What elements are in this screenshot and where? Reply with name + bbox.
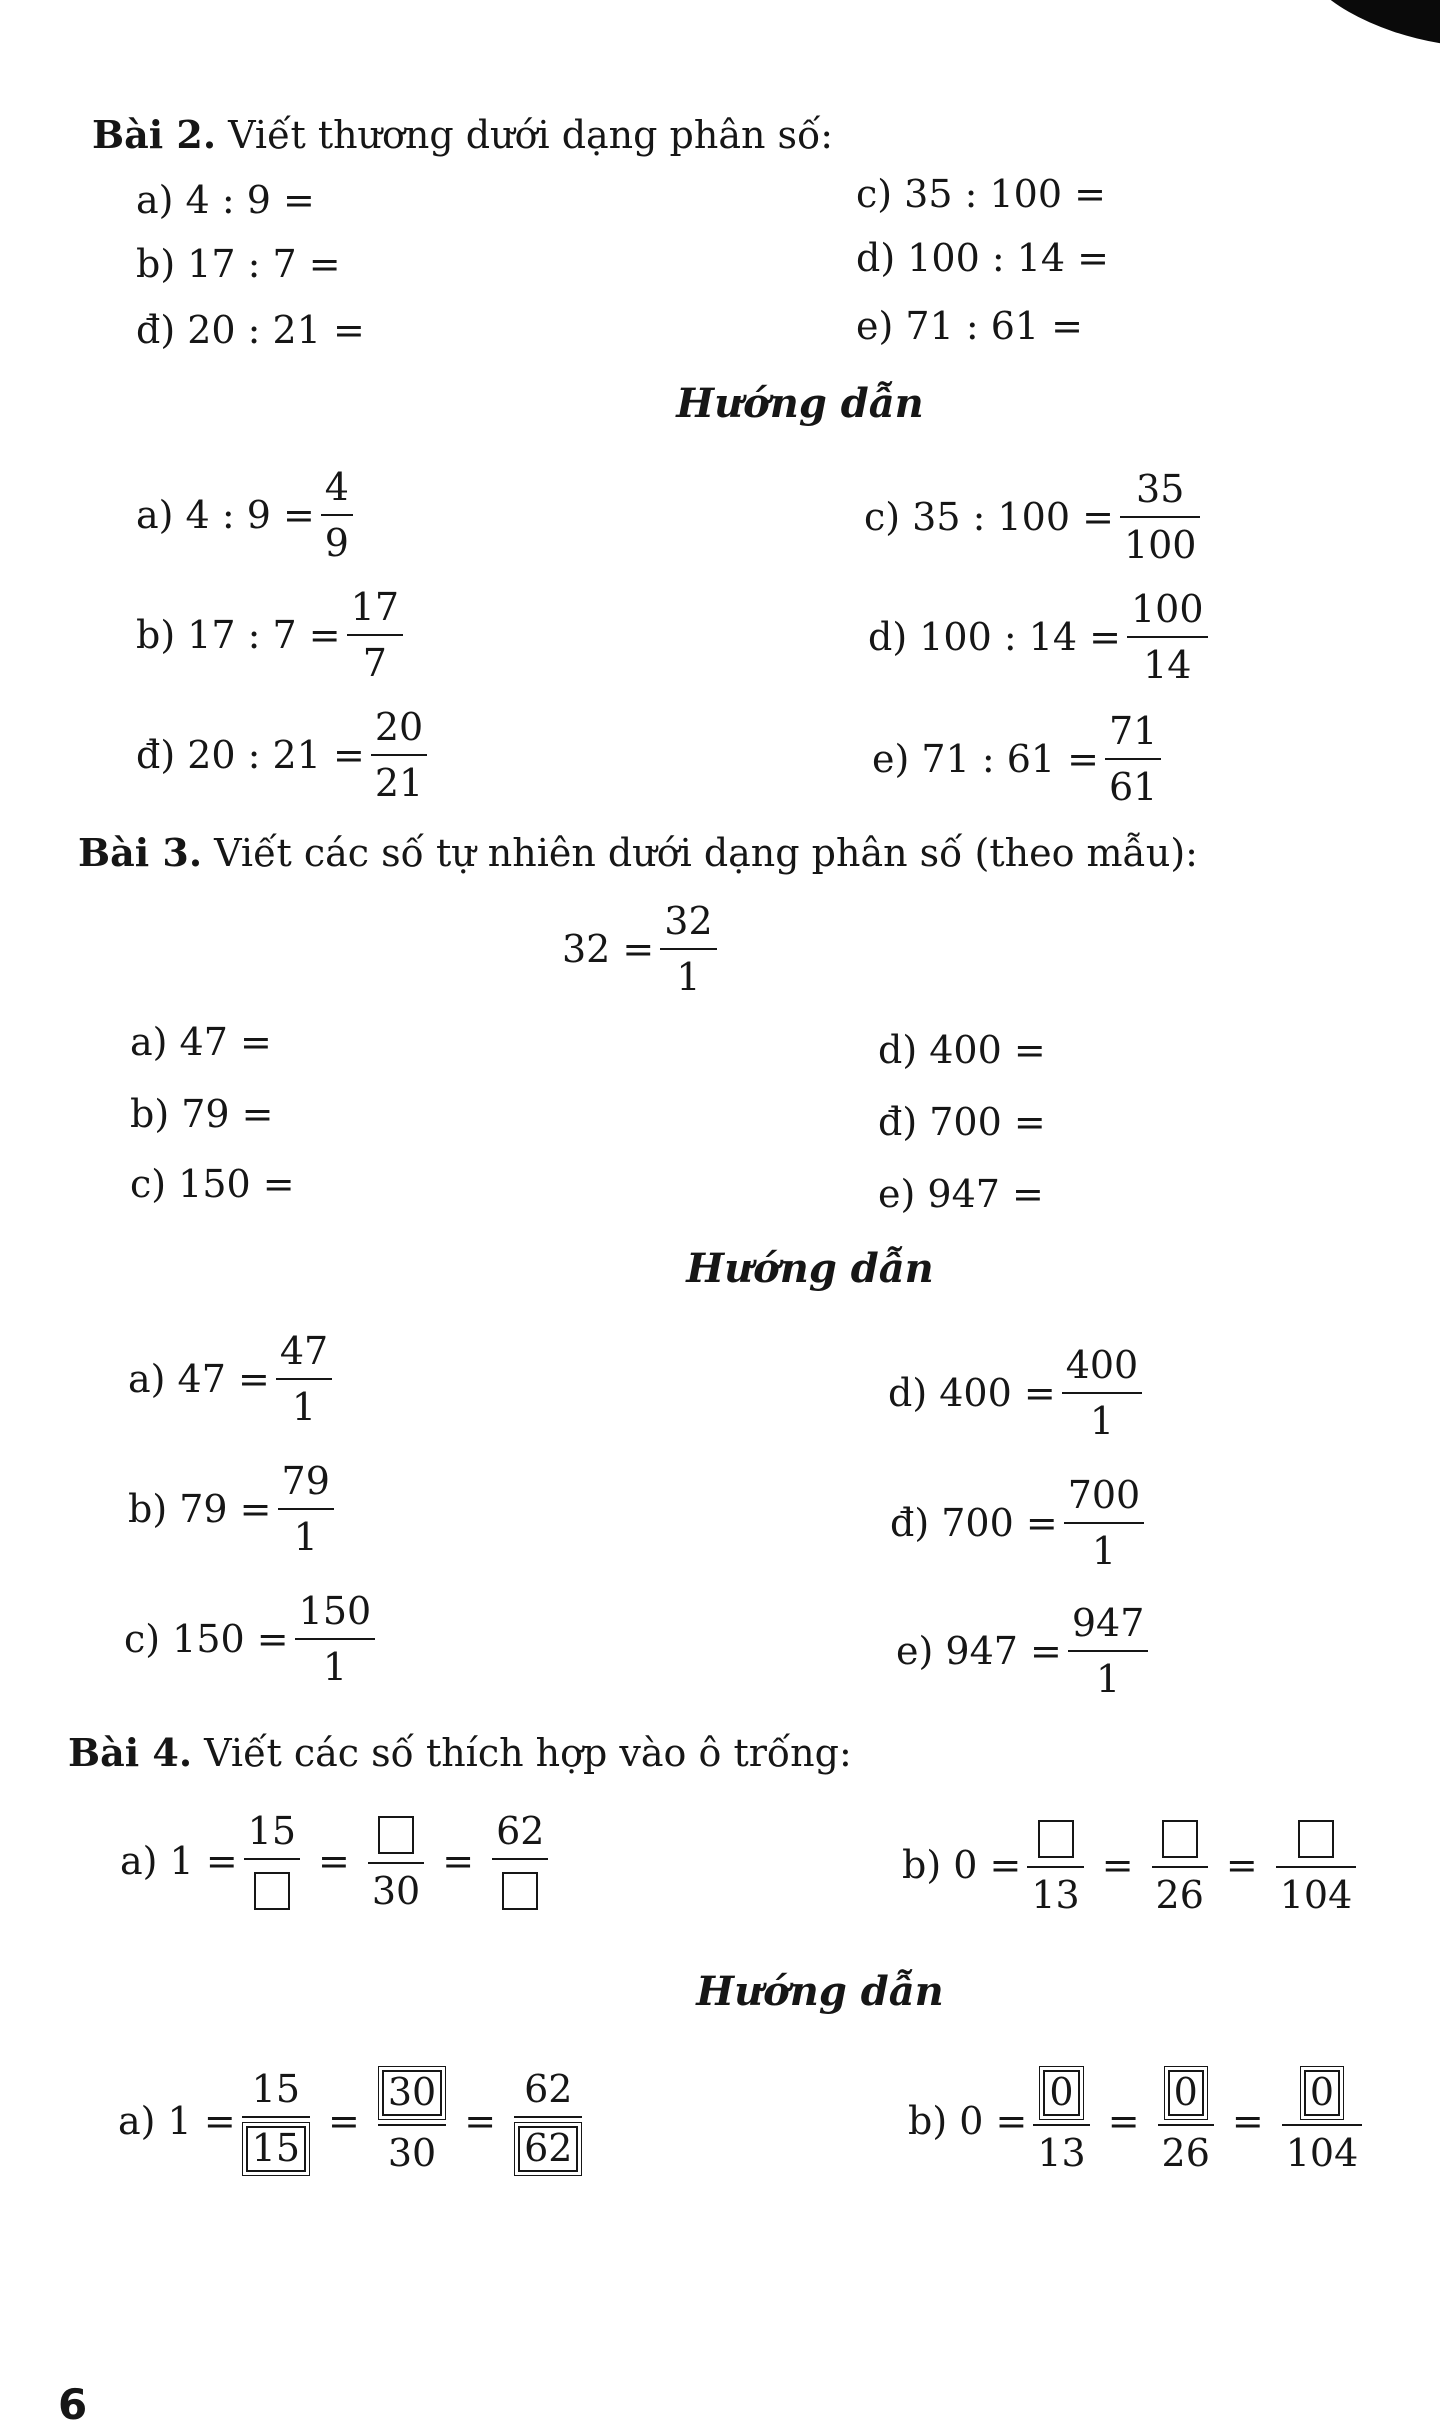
fraction bbox=[1158, 2070, 1214, 2175]
numerator: 35 bbox=[1136, 467, 1185, 511]
denominator: 13 bbox=[1037, 2130, 1086, 2175]
bai4-heading bbox=[68, 1730, 852, 1775]
denominator: 7 bbox=[362, 641, 387, 685]
bai3-item-dd: đ) 700 = bbox=[878, 1100, 1046, 1144]
denominator: 1 bbox=[1091, 1529, 1117, 1573]
bai3-item-a: a) 47 = bbox=[130, 1020, 272, 1064]
bai3-item-e: e) 947 = bbox=[878, 1172, 1044, 1216]
fraction bbox=[321, 465, 353, 565]
filled-box: 30 bbox=[382, 2070, 442, 2116]
denominator-blank bbox=[250, 1860, 294, 1910]
denominator: 1 bbox=[322, 1645, 347, 1689]
bai2-item-d: d) 100 : 14 = bbox=[856, 236, 1109, 280]
numerator-blank bbox=[374, 1812, 418, 1862]
bai4-text: Viết các số thích hợp vào ô trống: bbox=[192, 1731, 852, 1775]
filled-box: 0 bbox=[1304, 2070, 1340, 2116]
numerator-filled bbox=[1164, 2070, 1208, 2124]
bai2-answer-b bbox=[136, 585, 409, 685]
equals-sign: = bbox=[328, 2098, 360, 2143]
fraction bbox=[368, 1812, 424, 1913]
filled-box: 0 bbox=[1043, 2070, 1079, 2116]
bai4-guide-heading: Hướng dẫn bbox=[696, 1968, 944, 2015]
equals-sign: = bbox=[442, 1838, 475, 1883]
bai3-answer-b bbox=[128, 1459, 340, 1559]
fraction bbox=[295, 1589, 376, 1689]
fraction bbox=[1068, 1601, 1149, 1701]
fraction bbox=[660, 899, 716, 999]
numerator: 62 bbox=[496, 1809, 545, 1853]
fraction bbox=[1127, 587, 1208, 687]
denominator: 1 bbox=[291, 1385, 317, 1429]
bai4-answer-a bbox=[118, 2067, 588, 2175]
page-corner-shadow bbox=[1291, 0, 1440, 70]
answer-lhs: b) 79 = bbox=[128, 1487, 272, 1531]
empty-box bbox=[1298, 1820, 1334, 1858]
fraction bbox=[378, 2070, 446, 2175]
fraction bbox=[1282, 2070, 1363, 2175]
bai3-item-d: d) 400 = bbox=[878, 1028, 1046, 1072]
answer-lhs: đ) 20 : 21 = bbox=[136, 733, 365, 777]
bai3-answer-e bbox=[896, 1601, 1154, 1701]
fraction bbox=[492, 1809, 548, 1910]
fraction bbox=[1033, 2070, 1089, 2175]
answer-lhs: đ) 700 = bbox=[890, 1501, 1058, 1545]
bai3-example bbox=[562, 899, 723, 999]
numerator-filled bbox=[1039, 2070, 1083, 2124]
exercise-lhs: a) 1 = bbox=[120, 1838, 238, 1883]
bai2-item-e: e) 71 : 61 = bbox=[856, 304, 1083, 348]
equals-sign: = bbox=[318, 1838, 350, 1883]
fraction bbox=[347, 585, 403, 685]
numerator: 15 bbox=[247, 1809, 297, 1853]
bai2-item-a: a) 4 : 9 = bbox=[136, 178, 315, 222]
numerator: 700 bbox=[1067, 1473, 1141, 1517]
bai3-answer-d bbox=[888, 1343, 1148, 1443]
answer-lhs: b) 17 : 7 = bbox=[136, 613, 341, 657]
denominator: 104 bbox=[1279, 1872, 1353, 1917]
numerator: 20 bbox=[374, 705, 424, 749]
bai3-text: Viết các số tự nhiên dưới dạng phân số (theo mẫu): bbox=[202, 831, 1198, 875]
numerator: 150 bbox=[298, 1589, 372, 1633]
fraction bbox=[1276, 1816, 1357, 1917]
numerator: 15 bbox=[251, 2067, 301, 2111]
denominator: 1 bbox=[1096, 1657, 1121, 1701]
answer-lhs: a) 4 : 9 = bbox=[136, 493, 315, 537]
bai2-item-c: c) 35 : 100 = bbox=[856, 172, 1106, 216]
bai3-label: Bài 3. bbox=[78, 830, 203, 875]
denominator: 1 bbox=[293, 1515, 318, 1559]
numerator-blank bbox=[1158, 1816, 1202, 1866]
numerator-filled bbox=[378, 2070, 446, 2124]
empty-box bbox=[378, 1816, 414, 1854]
bai2-answer-a bbox=[136, 465, 359, 565]
numerator: 947 bbox=[1071, 1601, 1145, 1645]
answer-lhs: e) 71 : 61 = bbox=[872, 737, 1099, 781]
bai2-answer-c bbox=[864, 467, 1206, 567]
exercise-lhs: b) 0 = bbox=[902, 1842, 1022, 1887]
denominator: 26 bbox=[1155, 1872, 1204, 1917]
numerator-filled bbox=[1300, 2070, 1344, 2124]
denominator: 1 bbox=[1089, 1399, 1115, 1443]
bai2-item-b: b) 17 : 7 = bbox=[136, 242, 341, 286]
fraction bbox=[1027, 1816, 1083, 1917]
numerator: 4 bbox=[324, 465, 349, 509]
bai2-label: Bài 2. bbox=[92, 112, 217, 157]
bai3-heading bbox=[78, 830, 1198, 875]
bai2-text: Viết thương dưới dạng phân số: bbox=[216, 113, 834, 157]
equals-sign: = bbox=[1231, 2098, 1264, 2143]
numerator-blank bbox=[1294, 1816, 1338, 1866]
denominator: 9 bbox=[324, 521, 349, 565]
bai2-heading bbox=[92, 112, 833, 157]
fraction bbox=[1120, 467, 1201, 567]
answer-lhs: d) 400 = bbox=[888, 1371, 1056, 1415]
filled-box: 0 bbox=[1168, 2070, 1204, 2116]
example-lhs: 32 = bbox=[562, 927, 655, 971]
fraction bbox=[514, 2067, 582, 2172]
fraction bbox=[278, 1459, 334, 1559]
denominator: 30 bbox=[371, 1868, 421, 1913]
bai3-item-c: c) 150 = bbox=[130, 1162, 295, 1206]
equals-sign: = bbox=[1107, 2098, 1140, 2143]
fraction bbox=[242, 2067, 310, 2172]
bai2-answer-dd bbox=[136, 705, 433, 805]
bai3-answer-a bbox=[128, 1329, 338, 1429]
denominator-filled bbox=[242, 2118, 310, 2172]
denominator: 61 bbox=[1108, 765, 1158, 809]
equals-sign: = bbox=[1101, 1842, 1134, 1887]
empty-box bbox=[502, 1872, 538, 1910]
answer-lhs: e) 947 = bbox=[896, 1629, 1062, 1673]
denominator: 30 bbox=[387, 2130, 437, 2175]
bai4-label: Bài 4. bbox=[68, 1730, 193, 1775]
fraction bbox=[244, 1809, 300, 1910]
bai4-exercise-b bbox=[902, 1816, 1362, 1917]
numerator-blank bbox=[1034, 1816, 1078, 1866]
equals-sign: = bbox=[464, 2098, 497, 2143]
denominator: 13 bbox=[1031, 1872, 1080, 1917]
numerator: 79 bbox=[281, 1459, 330, 1503]
answer-lhs: d) 100 : 14 = bbox=[868, 615, 1121, 659]
filled-box: 15 bbox=[246, 2126, 306, 2172]
bai2-answer-e bbox=[872, 709, 1167, 809]
answer-lhs: c) 150 = bbox=[124, 1617, 289, 1661]
denominator: 1 bbox=[676, 955, 701, 999]
bai3-item-b: b) 79 = bbox=[130, 1092, 274, 1136]
denominator: 104 bbox=[1285, 2130, 1359, 2175]
fraction bbox=[1064, 1473, 1145, 1573]
answer-lhs: a) 1 = bbox=[118, 2098, 236, 2143]
fraction bbox=[1152, 1816, 1208, 1917]
numerator: 71 bbox=[1108, 709, 1158, 753]
answer-lhs: b) 0 = bbox=[908, 2098, 1028, 2143]
page-number: 6 bbox=[58, 2380, 88, 2429]
numerator: 62 bbox=[524, 2067, 573, 2111]
answer-lhs: c) 35 : 100 = bbox=[864, 495, 1114, 539]
bai4-answer-b bbox=[908, 2070, 1368, 2175]
numerator: 47 bbox=[279, 1329, 329, 1373]
numerator: 17 bbox=[350, 585, 399, 629]
empty-box bbox=[1038, 1820, 1074, 1858]
denominator: 26 bbox=[1161, 2130, 1210, 2175]
numerator: 400 bbox=[1065, 1343, 1139, 1387]
equals-sign: = bbox=[1225, 1842, 1258, 1887]
fraction bbox=[1105, 709, 1161, 809]
denominator: 14 bbox=[1143, 643, 1192, 687]
bai3-answer-c bbox=[124, 1589, 381, 1689]
empty-box bbox=[254, 1872, 290, 1910]
denominator: 100 bbox=[1123, 523, 1197, 567]
denominator-filled bbox=[514, 2118, 582, 2172]
fraction bbox=[371, 705, 427, 805]
empty-box bbox=[1162, 1820, 1198, 1858]
bai2-answer-d bbox=[868, 587, 1214, 687]
fraction bbox=[1062, 1343, 1143, 1443]
bai2-guide-heading: Hướng dẫn bbox=[676, 380, 924, 427]
numerator: 32 bbox=[664, 899, 713, 943]
bai2-item-dd: đ) 20 : 21 = bbox=[136, 308, 365, 352]
bai4-exercise-a bbox=[120, 1809, 554, 1913]
numerator: 100 bbox=[1131, 587, 1204, 631]
bai3-answer-dd bbox=[890, 1473, 1150, 1573]
denominator-blank bbox=[498, 1860, 542, 1910]
filled-box: 62 bbox=[518, 2126, 578, 2172]
fraction bbox=[276, 1329, 332, 1429]
answer-lhs: a) 47 = bbox=[128, 1357, 270, 1401]
denominator: 21 bbox=[374, 761, 424, 805]
bai3-guide-heading: Hướng dẫn bbox=[686, 1245, 934, 1292]
